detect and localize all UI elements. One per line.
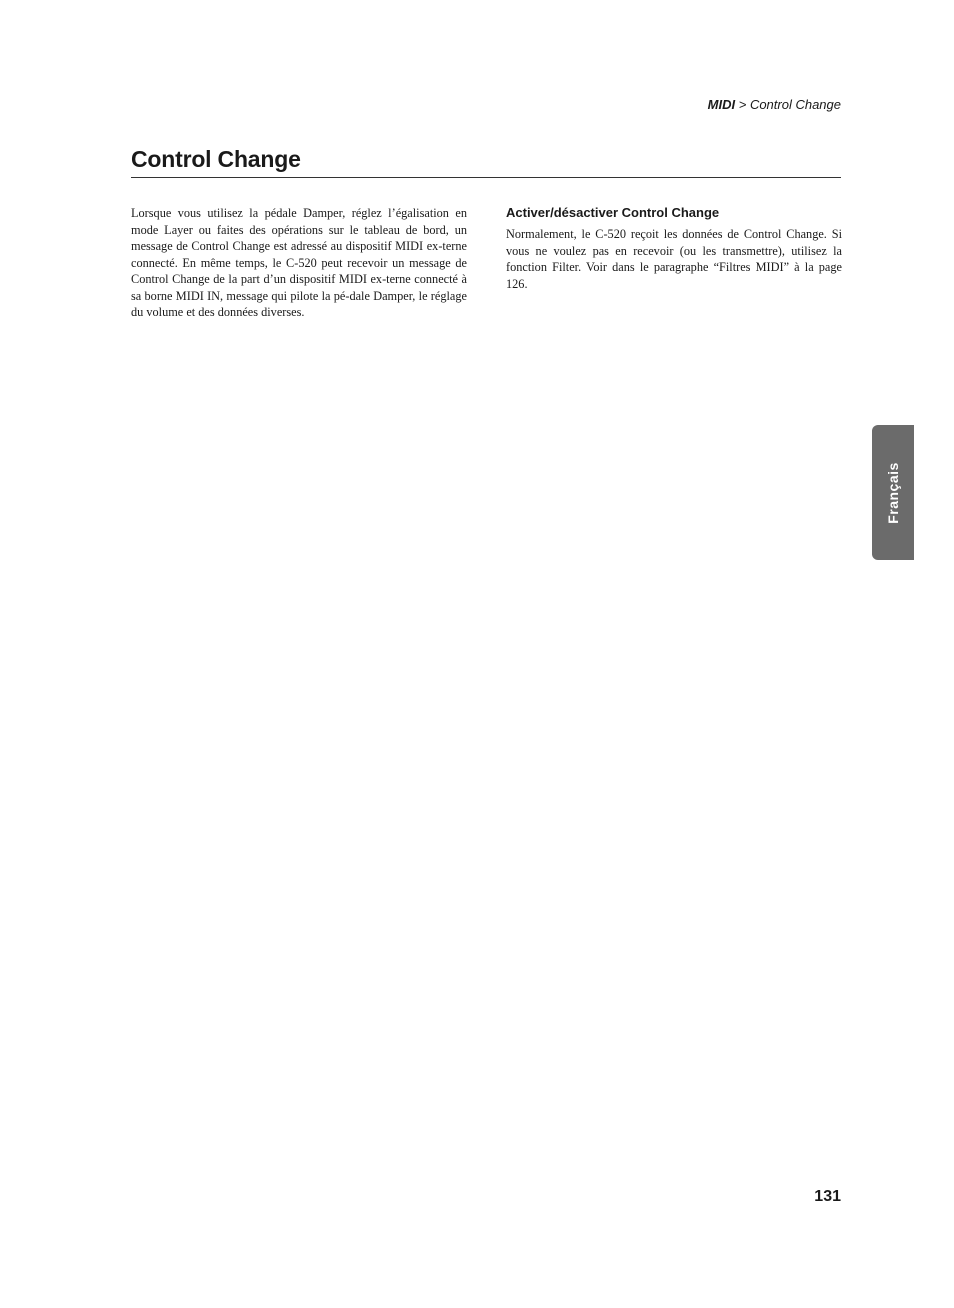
header-section: MIDI	[707, 97, 736, 112]
header-subsection: Control Change	[749, 97, 841, 112]
header-separator: >	[735, 97, 750, 112]
subsection-body: Normalement, le C-520 reçoit les données de Control Change. Si vous ne voulez pas en recevoir (ou les transmettre), utilisez la fonction Filter. Voir dans le paragraphe “Filtres MIDI” à la page 126.	[506, 227, 842, 291]
language-tab-label: Français	[885, 461, 901, 524]
language-tab	[872, 425, 914, 560]
running-header	[708, 97, 841, 112]
subsection-column	[506, 204, 842, 292]
subsection-heading: Activer/désactiver Control Change	[506, 205, 720, 220]
title-divider	[131, 177, 841, 178]
intro-paragraph: Lorsque vous utilisez la pédale Damper, réglez l’égalisation en mode Layer ou faites des opérations sur le tableau de bord, un message de Control Change est adressé au dispositif MIDI ex-terne connecté. En même temps, le C-520 peut recevoir un message de Control Change de la part d’un dispositif MIDI ex-terne connecté à sa borne MIDI IN, message qui pilote la pé-dale Damper, le réglage du volume et des données diverses.	[131, 206, 467, 319]
page-title: Control Change	[131, 146, 301, 172]
page-number: 131	[814, 1188, 841, 1205]
